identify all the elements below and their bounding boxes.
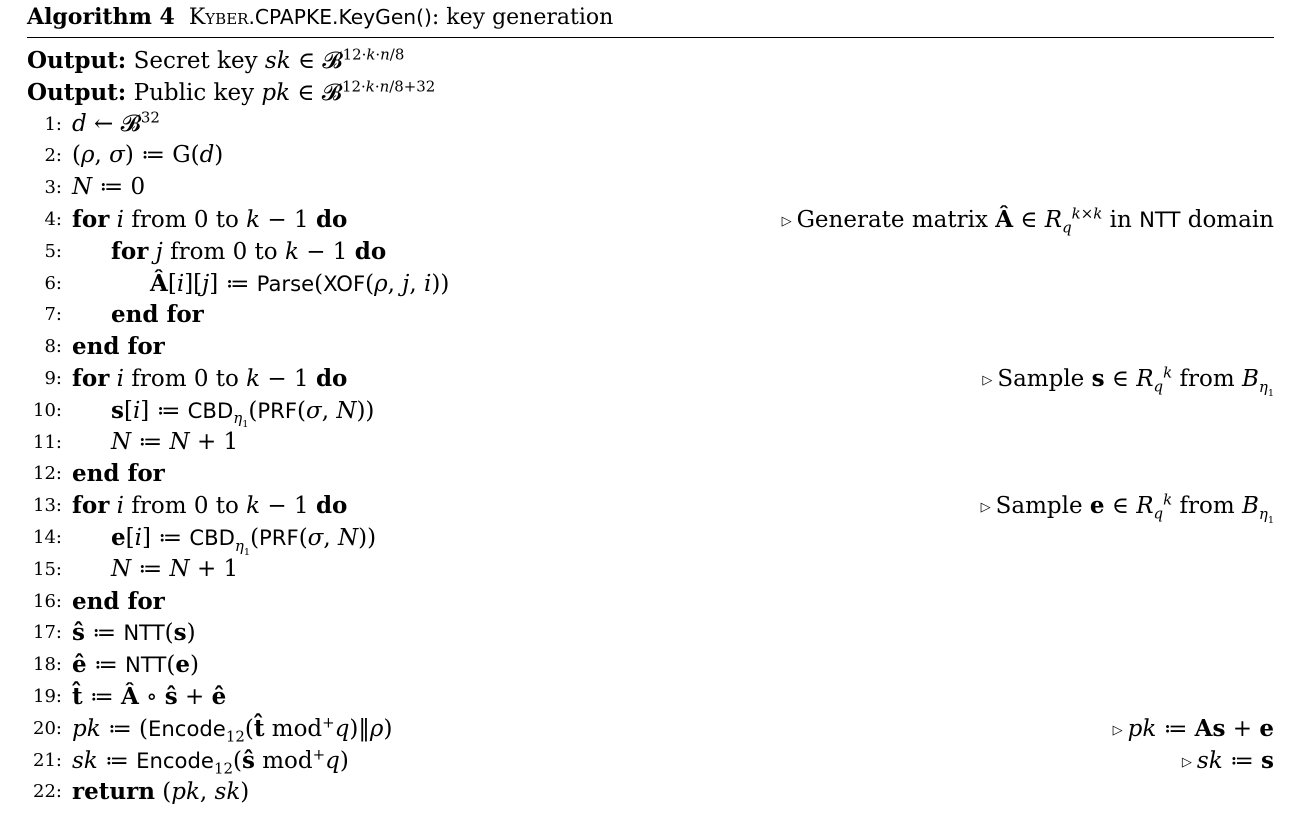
code-line [0,109,1312,141]
code-line [0,522,1312,558]
comment-triangle-icon: ▷ [781,213,792,229]
line-code: d ← 𝓑$^{32}$ [72,107,160,137]
header-rule [27,37,1274,38]
line-code: end for [72,460,165,488]
line-number: 2: [44,145,62,167]
code-line [0,649,1312,681]
line-code: (ρ, σ) ≔ G(d) [72,142,224,169]
line-code: t̂ ≔ Â ∘ ŝ + ê [72,682,227,710]
line-number: 22: [33,781,62,803]
line-number: 12: [33,463,62,485]
code-line [0,299,1312,331]
line-comment: ▷ Generate matrix Â ∈ $R_q^{k\times k}$ in NTT domain [781,204,1274,237]
line-code: Â[i][j] ≔ Parse(XOF(ρ, j, i)) [150,269,450,297]
line-code: for j from 0 to k − 1 do [111,237,387,265]
algorithm-name: Kyber.CPAPKE.KeyGen() [188,5,432,30]
code-line [0,713,1312,745]
code-line [0,331,1312,363]
line-number: 5: [44,240,62,262]
line-code: end for [72,333,165,361]
line-code: for i from 0 to k − 1 do [72,492,348,520]
line-number: 10: [33,399,62,421]
line-code: ê ≔ NTT(e) [72,651,199,679]
code-line [0,586,1312,618]
comment-triangle-icon: ▷ [1112,722,1123,738]
line-code: s[i] ≔ $CBD_{\eta_1}(PRF(\sigma$, N)) [111,396,375,431]
algorithm-label: Algorithm 4 [27,4,175,30]
code-line [0,204,1312,236]
line-number: 17: [33,622,62,644]
output-secret-key: Secret key sk ∈ 𝓑$^{12\cdot k\cdot n/8}$ [133,45,405,74]
line-number: 3: [44,177,62,199]
code-line [0,140,1312,172]
line-code: ŝ ≔ NTT(s) [72,619,196,647]
line-comment: ▷ sk ≔ s [1181,746,1274,774]
line-code: for i from 0 to k − 1 do [72,205,348,233]
code-line [0,554,1312,586]
line-code: return (pk, sk) [72,778,250,806]
line-number: 11: [33,431,62,453]
line-code: sk ≔ Encode$_{12}$(ŝ mod+q) [72,744,349,778]
line-comment: ▷ pk ≔ As + e [1112,714,1274,742]
line-number: 8: [44,336,62,358]
output-line: Output: Secret key sk ∈ 𝓑$^{12\cdot k\cdot n/8}$ [27,45,405,74]
code-line [0,458,1312,490]
code-line [0,776,1312,808]
line-number: 6: [44,272,62,294]
line-number: 16: [33,590,62,612]
line-number: 1: [44,113,62,135]
algorithm-description: : key generation [431,5,614,30]
comment-triangle-icon: ▷ [1181,754,1192,770]
line-number: 14: [33,526,62,548]
output-line: Output: Public key pk ∈ 𝓑$^{12\cdot k\cdot n/8+32}$ [27,77,436,106]
line-code: for i from 0 to k − 1 do [72,364,348,392]
line-code: end for [111,301,204,329]
output-public-key: Public key pk ∈ 𝓑$^{12\cdot k\cdot n/8+32}$ [133,77,436,106]
code-line [0,172,1312,204]
code-line [0,363,1312,399]
code-line [0,236,1312,268]
line-code: N ≔ N + 1 [111,555,239,582]
code-line [0,395,1312,431]
line-number: 7: [44,304,62,326]
line-number: 21: [33,749,62,771]
line-code: pk ≔ (Encode$_{12}$(t̂ mod+q)‖ρ) [72,713,393,746]
code-line [0,617,1312,649]
code-line [0,745,1312,777]
line-comment: ▷ Sample s ∈ $R_q^k$ from $B_{\eta_1}$ [982,363,1274,399]
line-number: 13: [33,495,62,517]
line-code: N ≔ 0 [72,174,146,201]
line-number: 19: [33,685,62,707]
line-number: 4: [44,208,62,230]
line-code: N ≔ N + 1 [111,428,239,455]
comment-triangle-icon: ▷ [982,372,993,388]
line-number: 18: [33,654,62,676]
algorithm-body [0,45,1312,808]
line-number: 9: [44,367,62,389]
code-line [0,681,1312,713]
code-line [0,427,1312,459]
comment-triangle-icon: ▷ [980,500,991,516]
line-comment: ▷ Sample e ∈ $R_q^k$ from $B_{\eta_1}$ [980,490,1274,526]
line-code: end for [72,587,165,615]
line-number: 15: [33,558,62,580]
line-number: 20: [33,717,62,739]
algorithm-header [27,2,1274,32]
code-line [0,268,1312,300]
code-line [0,490,1312,526]
line-code: e[i] ≔ $CBD_{\eta_1}(PRF(\sigma$, N)) [111,523,377,558]
